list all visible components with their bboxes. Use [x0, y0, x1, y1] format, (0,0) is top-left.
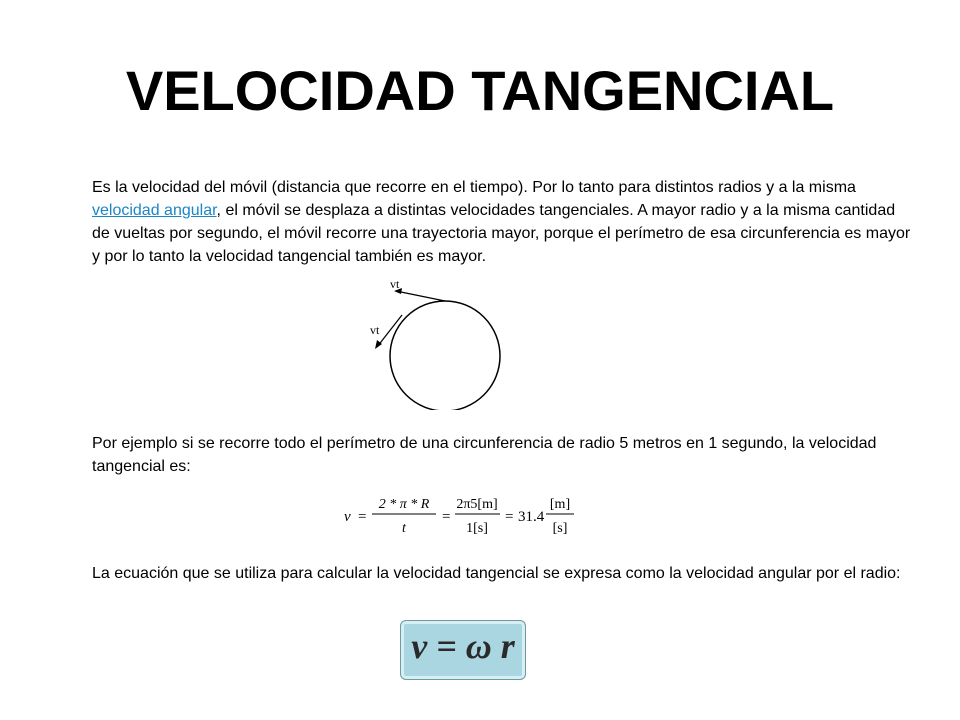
label-vt-left: vt	[370, 323, 380, 337]
fraction2-denominator: 1[s]	[466, 521, 488, 536]
formula-equals-1: =	[358, 509, 367, 525]
unit-numerator: [m]	[549, 497, 571, 512]
fraction2-numerator: 2π5[m]	[456, 497, 498, 512]
paragraph-definition	[92, 176, 912, 268]
velocidad-angular-link[interactable]: velocidad angular	[92, 202, 217, 219]
velocity-equation-box	[400, 620, 526, 680]
tangent-vector-left	[377, 315, 402, 347]
paragraph-equation: La ecuación que se utiliza para calcular la velocidad tangencial se expresa como la velocidad angular por el radio:	[92, 565, 901, 582]
label-vt-top: vt	[390, 277, 400, 291]
paragraph-text-end: , el móvil se desplaza a distintas velocidades tangenciales. A mayor radio y a la misma cantidad de vueltas por segundo, el móvil recorre una trayectoria mayor, porque el perímetro de esa circunferencia es mayor y por lo tanto la velocidad tangencial también es mayor.	[92, 202, 911, 265]
paragraph-text-start: Es la velocidad del móvil (distancia que recorre en el tiempo). Por lo tanto para distintos radios y a la misma	[92, 179, 856, 196]
formula-result: 31.4	[518, 509, 545, 525]
velocity-equation: ν = ω r	[411, 626, 515, 666]
circle-diagram	[360, 275, 520, 410]
slide-title: VELOCIDAD TANGENCIAL	[125, 59, 835, 122]
unit-denominator: [s]	[552, 521, 568, 536]
formula-equals-2: =	[442, 509, 451, 525]
trajectory-circle	[390, 301, 500, 410]
formula-v: v	[344, 509, 351, 525]
paragraph-example: Por ejemplo si se recorre todo el perímetro de una circunferencia de radio 5 metros en 1 segundo, la velocidad tangencial es:	[92, 435, 877, 475]
tangent-vector-top	[396, 291, 445, 301]
fraction1-denominator: t	[402, 521, 406, 536]
formula-equals-3: =	[505, 509, 514, 525]
tangential-velocity-formula	[340, 492, 580, 542]
fraction1-numerator: 2 * π * R	[378, 497, 430, 512]
